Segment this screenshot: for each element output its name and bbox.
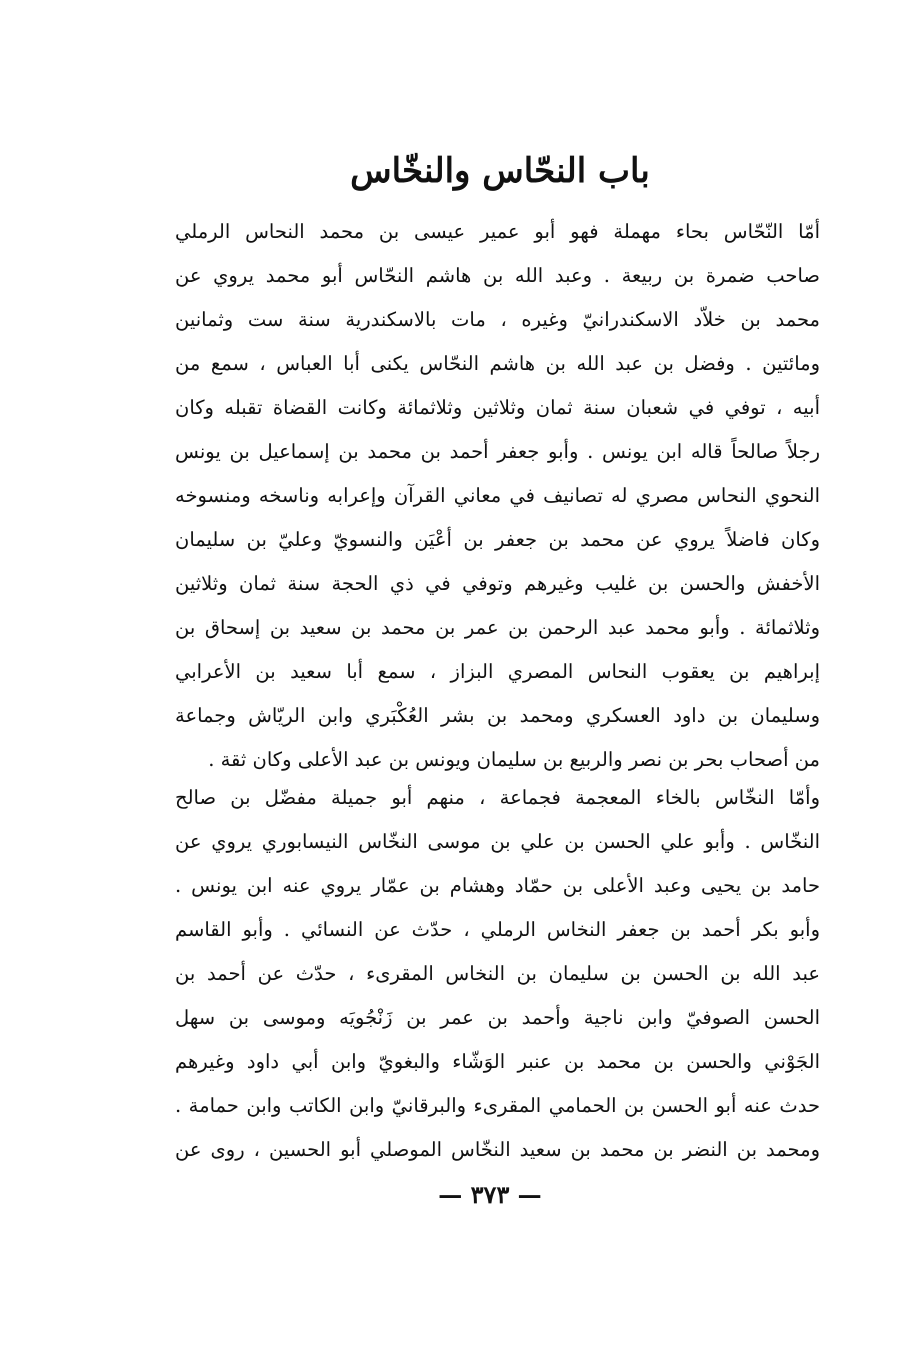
text-line: الجَوْني والحسن بن محمد بن عنبر الوَشّاء والبغويّ وابن أبي داود وغيرهم (175, 1050, 820, 1073)
text-line: رجلاً صالحاً قاله ابن يونس . وأبو جعفر أحمد بن محمد بن إسماعيل بن يونس (175, 440, 820, 463)
text-line: وسليمان بن داود العسكري ومحمد بن بشر العُكْبَري وابن الريّاش وجماعة (175, 704, 820, 727)
text-line: إبراهيم بن يعقوب النحاس المصري البزاز ، سمع أبا سعيد بن الأعرابي (175, 660, 820, 683)
text-line: وأمّا النخّاس بالخاء المعجمة فجماعة ، منهم أبو جميلة مفضّل بن صالح (175, 786, 820, 809)
chapter-title: باب النحّاس والنخّاس (350, 151, 650, 191)
text-line: محمد بن خلاّد الاسكندرانيّ وغيره ، مات بالاسكندرية سنة ست وثمانين (175, 308, 820, 331)
text-line: صاحب ضمرة بن ربيعة . وعبد الله بن هاشم النحّاس أبو محمد يروي عن (175, 264, 820, 287)
text-line: وثلاثمائة . وأبو محمد عبد الرحمن بن عمر بن محمد بن سعيد بن إسحاق بن (175, 616, 820, 639)
text-line: أبيه ، توفي في شعبان سنة ثمان وثلاثين وثلاثمائة وكانت القضاة تقبله وكان (175, 396, 820, 419)
text-line: عبد الله بن الحسن بن سليمان بن النخاس المقرىء ، حدّث عن أحمد بن (175, 962, 820, 985)
text-line: النخّاس . وأبو علي الحسن بن علي بن موسى النخّاس النيسابوري يروي عن (175, 830, 820, 853)
text-line: من أصحاب بحر بن نصر والربيع بن سليمان ويونس بن عبد الأعلى وكان ثقة . (208, 748, 820, 771)
paragraph-khah (175, 776, 820, 1172)
text-line: الأخفش والحسن بن غليب وغيرهم وتوفي في ذي الحجة سنة ثمان وثلاثين (175, 572, 820, 595)
text-line: الحسن الصوفيّ وابن ناجية وأحمد بن عمر بن زَنْجُويَه وموسى بن سهل (175, 1006, 820, 1029)
page-number: — ٣٧٣ — (438, 1180, 542, 1209)
paragraph-hah (175, 210, 820, 782)
text-line: وكان فاضلاً يروي عن محمد بن جعفر بن أعْيَن والنسويّ وعليّ بن سليمان (175, 528, 820, 551)
text-line: حامد بن يحيى وعبد الأعلى بن حمّاد وهشام بن عمّار يروي عنه ابن يونس . (175, 874, 820, 897)
text-line: ومائتين . وفضل بن عبد الله بن هاشم النحّاس يكنى أبا العباس ، سمع من (175, 352, 820, 375)
text-line: ومحمد بن النضر بن محمد بن سعيد النخّاس الموصلي أبو الحسين ، روى عن (175, 1138, 820, 1161)
text-line: وأبو بكر أحمد بن جعفر النخاس الرملي ، حدّث عن النسائي . وأبو القاسم (175, 918, 820, 941)
text-line: النحوي النحاس مصري له تصانيف في معاني القرآن وإعرابه وناسخه ومنسوخه (175, 484, 820, 507)
text-line: أمّا النّحّاس بحاء مهملة فهو أبو عمير عيسى بن محمد النحاس الرملي (175, 220, 820, 243)
text-line: حدث عنه أبو الحسن بن الحمامي المقرىء والبرقانيّ وابن الكاتب وابن حمامة . (175, 1094, 820, 1117)
